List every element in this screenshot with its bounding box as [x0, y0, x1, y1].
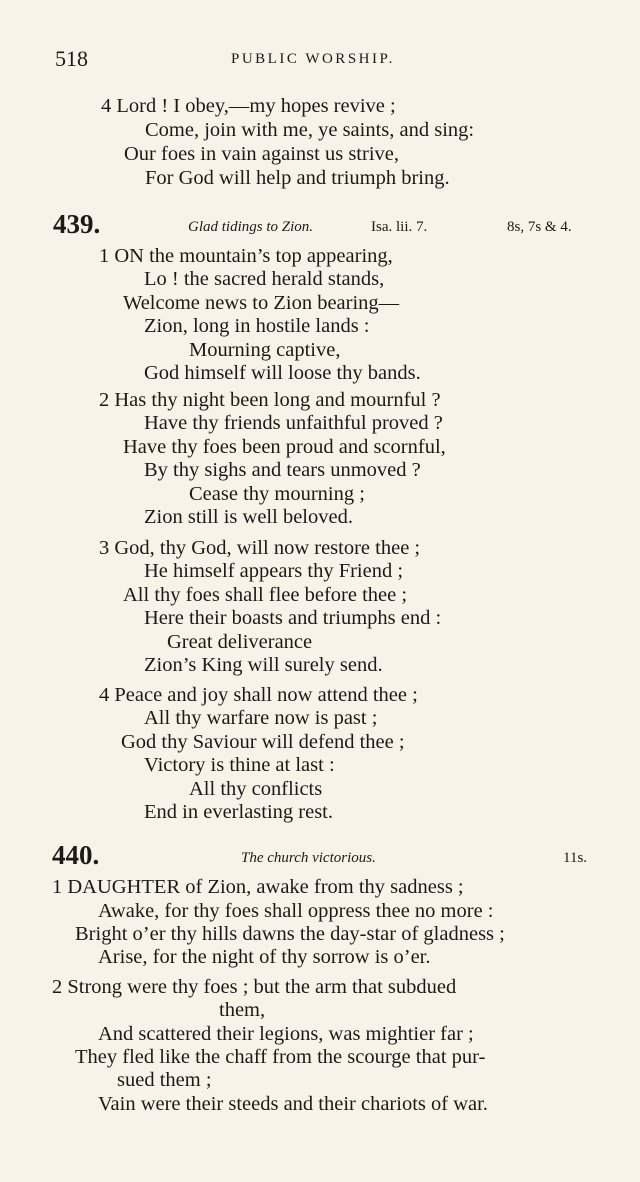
verse-line: them,: [219, 999, 266, 1021]
verse-line: God thy Saviour will defend thee ;: [121, 731, 405, 753]
verse-line: Welcome news to Zion bearing—: [123, 292, 400, 314]
verse-line: Great deliverance: [167, 631, 313, 653]
verse-line: Zion still is well beloved.: [144, 506, 353, 528]
hymn-number: 440.: [52, 840, 100, 870]
verse-line: Cease thy mourning ;: [189, 483, 365, 505]
verse-line: And scattered their legions, was mightier far ;: [98, 1023, 474, 1045]
verse-line: Zion, long in hostile lands :: [144, 315, 370, 337]
verse-line: Zion’s King will surely send.: [144, 654, 383, 676]
verse-line: 4 Lord ! I obey,—my hopes revive ;: [101, 95, 396, 117]
verse-line: Arise, for the night of thy sorrow is o’er.: [98, 946, 431, 968]
verse-line: sued them ;: [117, 1069, 212, 1091]
verse-line: God himself will loose thy bands.: [144, 362, 421, 384]
verse-line: He himself appears thy Friend ;: [144, 560, 404, 582]
page-number: 518: [55, 46, 88, 71]
verse-line: Come, join with me, ye saints, and sing:: [145, 119, 475, 141]
verse-line: 1 ON the mountain’s top appearing,: [99, 245, 393, 267]
verse-line: 2 Strong were thy foes ; but the arm that subdued: [52, 976, 457, 998]
verse-line: Here their boasts and triumphs end :: [144, 607, 442, 629]
verse-line: Our foes in vain against us strive,: [124, 143, 399, 165]
verse-line: Bright o’er thy hills dawns the day-star of gladness ;: [75, 923, 505, 945]
verse-line: Vain were their steeds and their chariots of war.: [98, 1093, 488, 1115]
verse-line: Lo ! the sacred herald stands,: [144, 268, 385, 290]
verse-line: For God will help and triumph bring.: [145, 167, 450, 189]
verse-line: 4 Peace and joy shall now attend thee ;: [99, 684, 418, 706]
verse-line: By thy sighs and tears unmoved ?: [144, 459, 421, 481]
verse-line: Have thy foes been proud and scornful,: [123, 436, 446, 458]
verse-line: End in everlasting rest.: [144, 801, 334, 823]
verse-line: 1 DAUGHTER of Zion, awake from thy sadness ;: [52, 876, 464, 898]
verse-line: All thy conflicts: [189, 778, 323, 800]
hymn-meter: 11s.: [563, 850, 588, 866]
verse-line: Victory is thine at last :: [144, 754, 335, 776]
verse-line: All thy warfare now is past ;: [144, 707, 378, 729]
hymn-subject: Glad tidings to Zion.: [188, 219, 314, 235]
hymn-number: 439.: [53, 209, 101, 239]
hymn-subject: The church victorious.: [241, 850, 376, 866]
verse-line: They fled like the chaff from the scourge that pur-: [75, 1046, 486, 1068]
verse-line: All thy foes shall flee before thee ;: [123, 584, 408, 606]
verse-line: 3 God, thy God, will now restore thee ;: [99, 537, 421, 559]
scripture-reference: Isa. lii. 7.: [371, 219, 428, 235]
verse-line: 2 Has thy night been long and mournful ?: [99, 389, 441, 411]
verse-line: Awake, for thy foes shall oppress thee no more :: [98, 900, 494, 922]
hymn-meter: 8s, 7s & 4.: [507, 219, 572, 235]
verse-line: Mourning captive,: [189, 339, 341, 361]
running-title: PUBLIC WORSHIP.: [231, 51, 395, 67]
verse-line: Have thy friends unfaithful proved ?: [144, 412, 443, 434]
